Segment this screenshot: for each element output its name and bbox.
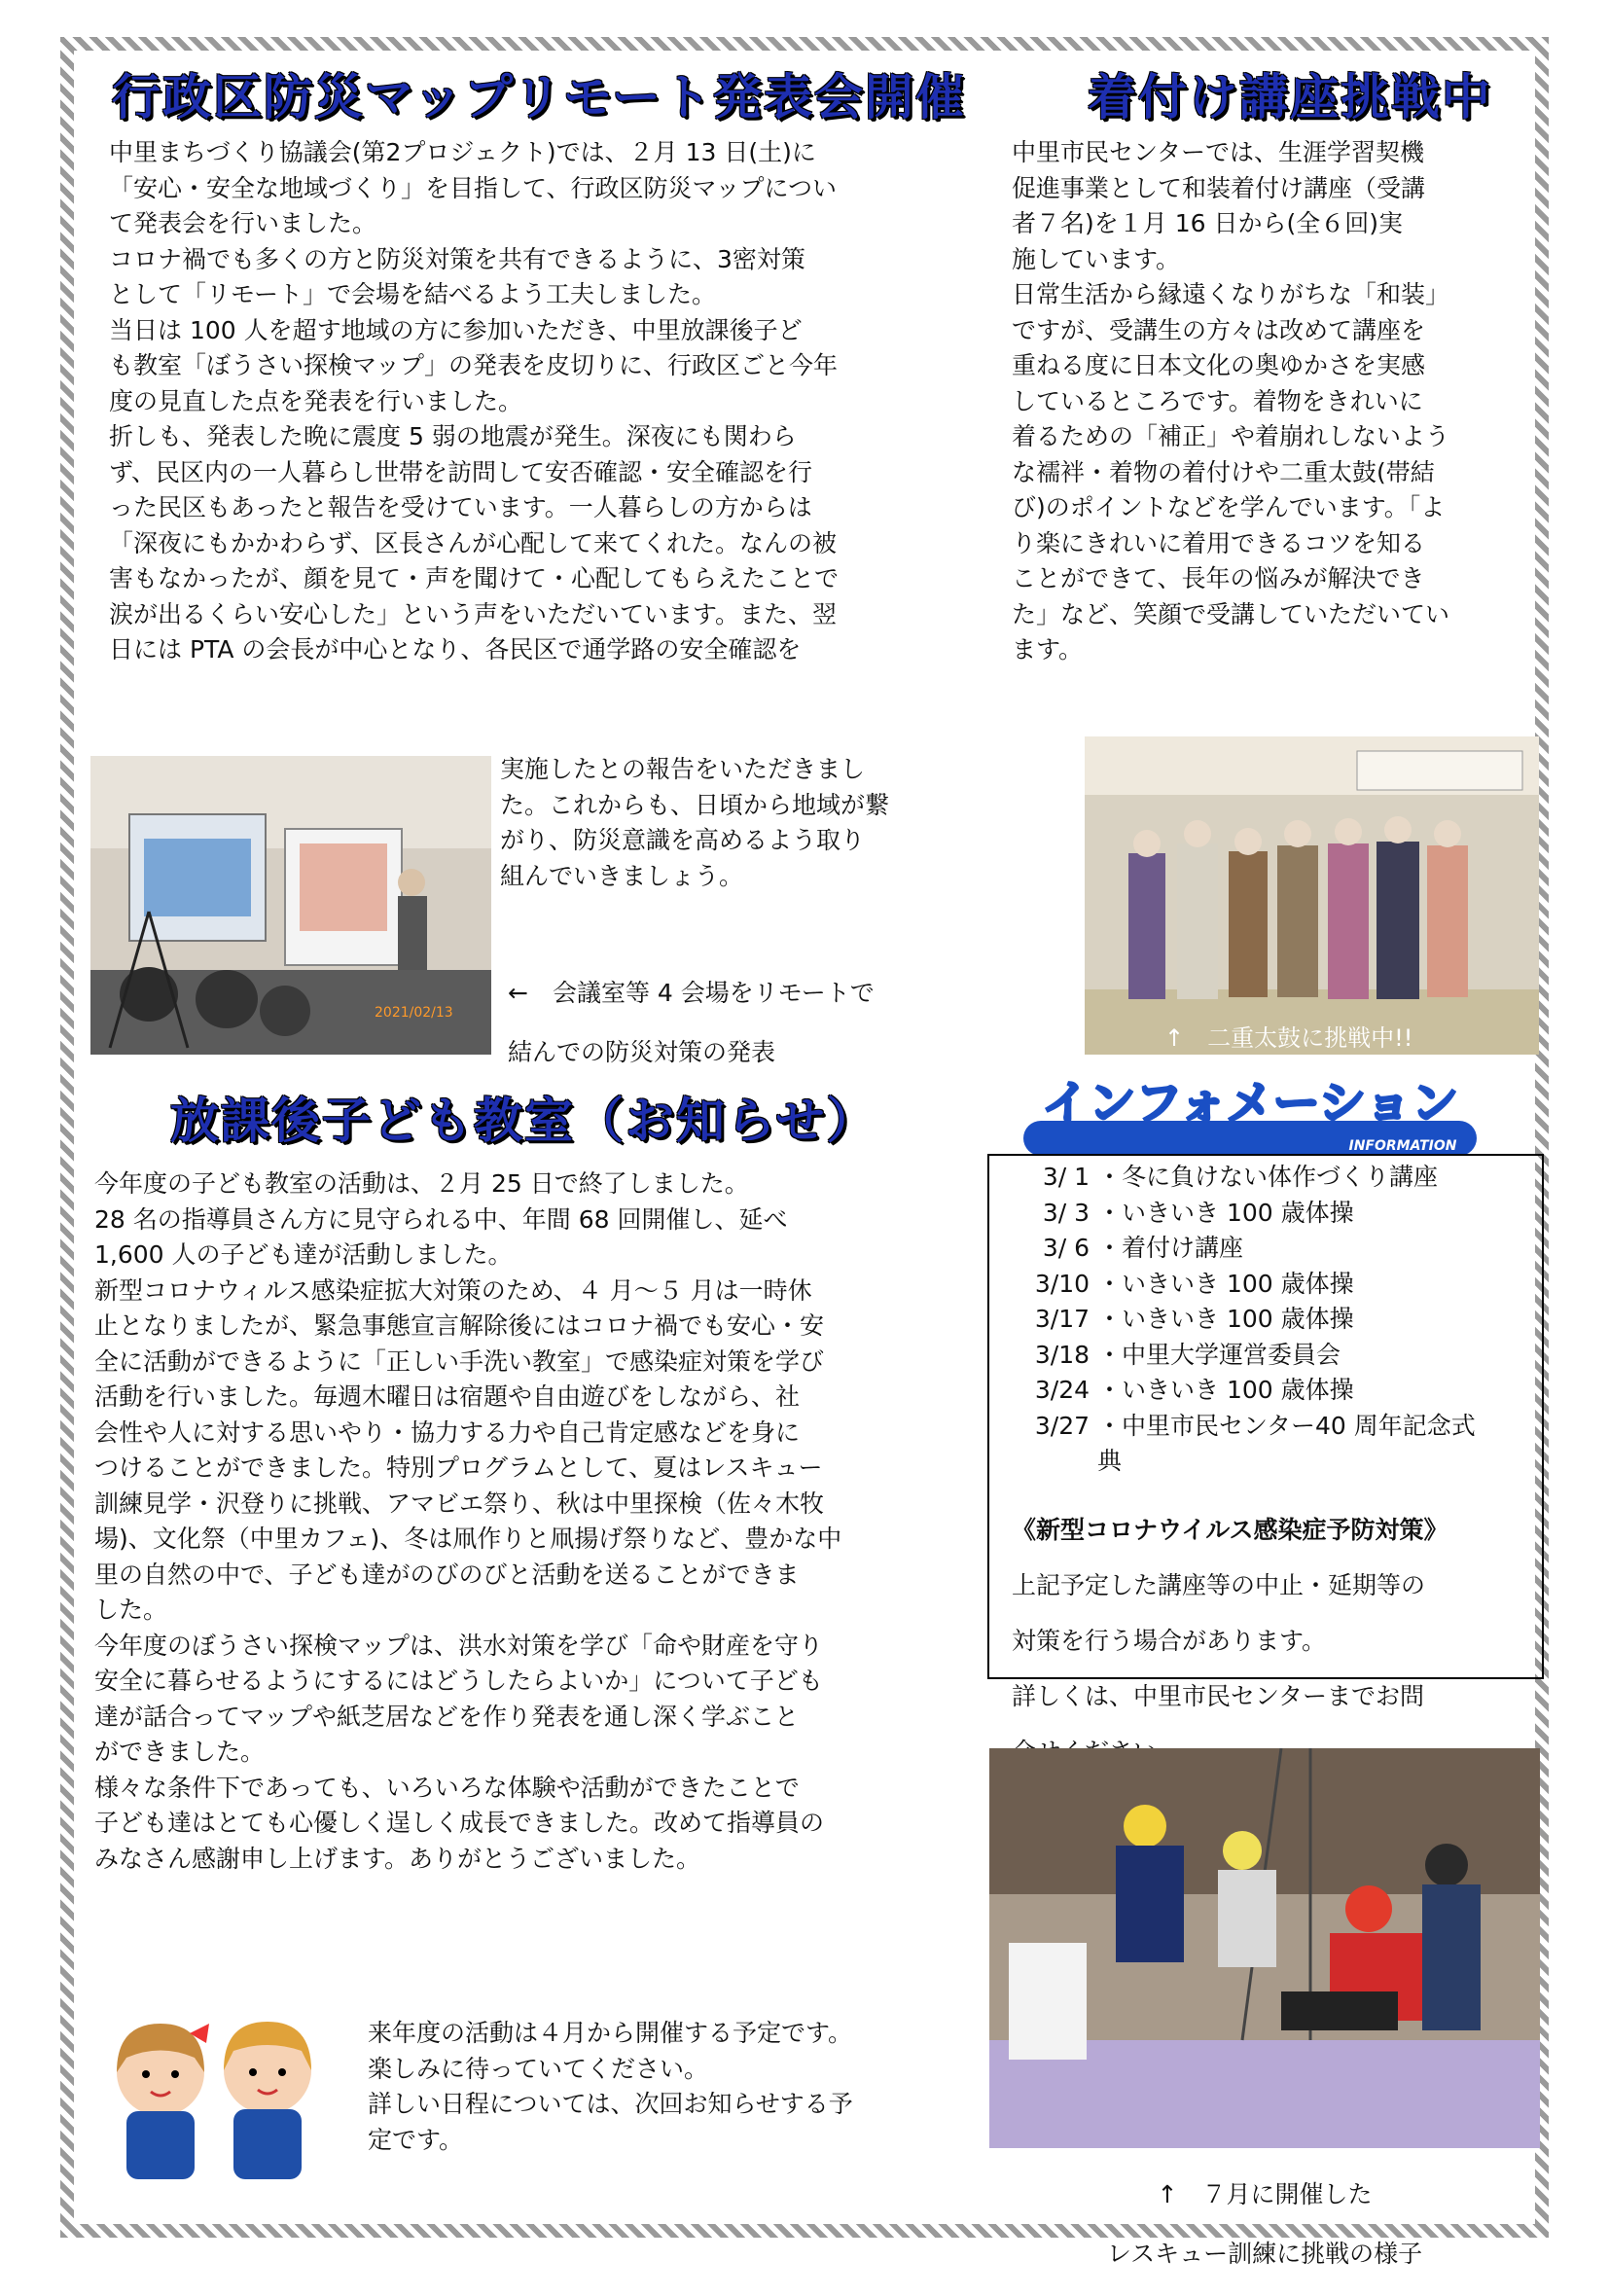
article1-line: 折しも、発表した晩に震度 5 弱の地震が発生。深夜にも関わら (109, 422, 797, 450)
article1-line: として「リモート」で会場を結べるよう工夫しました。 (109, 280, 717, 308)
caption-line: ← 会議室等 4 会場をリモートで (508, 979, 875, 1007)
article3-line: 活動を行いました。毎週木曜日は宿題や自由遊びをしながら、社 (94, 1382, 801, 1411)
schedule-item (1012, 1338, 1496, 1374)
article3-next-line: 定です。 (368, 2125, 464, 2154)
article1-line: ず、民区内の一人暮らし世帯を訪問して安否確認・安全確認を行 (109, 457, 813, 486)
article3-line: 新型コロナウィルス感染症拡大対策のため、４ 月～５ 月は一時休 (94, 1275, 812, 1305)
article2-line: 促進事業として和装着付け講座（受講 (1012, 173, 1426, 202)
remote-meeting-caption (508, 951, 965, 1094)
article1-line: った民区もあったと報告を受けています。一人暮らしの方からは (109, 493, 812, 521)
information-logo (1014, 1078, 1486, 1162)
rescue-caption (989, 2153, 1540, 2296)
schedule-event: ・いきいき 100 歳体操 (1097, 1198, 1354, 1227)
article2-line: 日常生活から縁遠くなりがちな「和装」 (1012, 280, 1450, 308)
schedule-item (1012, 1160, 1496, 1196)
article1-line: た。これからも、日頃から地域が繋 (500, 790, 890, 819)
schedule-date: 3/ 3 (1042, 1198, 1090, 1227)
article3-line: 全に活動ができるように「正しい手洗い教室」で感染症対策を学び (94, 1346, 825, 1376)
information-logo-icon (1014, 1078, 1486, 1162)
schedule-list (1012, 1160, 1496, 1480)
article3-line: 様々な条件下であっても、いろいろな体験や活動ができたことで (94, 1773, 800, 1802)
article1-line: 「安心・安全な地域づくり」を目指して、行政区防災マップについ (109, 173, 838, 202)
article2-title: 着付け講座挑戦中 (1088, 69, 1492, 126)
article3-line: 子ども達はとても心優しく逞しく成長できました。改めて指導員の (94, 1809, 825, 1837)
article3-line: 会性や人に対する思いやり・協力する力や自己肯定感などを身に (94, 1417, 801, 1447)
article2-line: た」など、笑顔で受講していただいてい (1012, 599, 1450, 628)
article2-line: り楽にきれいに着用できるコツを知る (1012, 528, 1426, 557)
article3-line: 今年度のぼうさい探検マップは、洪水対策を学び「命や財産を守り (94, 1631, 824, 1660)
article1-body (109, 135, 965, 668)
article2-line: な襦袢・着物の着付けや二重太鼓(帯結 (1012, 457, 1435, 486)
schedule-date: 3/17 (1034, 1305, 1090, 1333)
article2-line: しているところです。着物をきれいに (1012, 386, 1423, 415)
article3-line: 安全に暮らせるようにするにはどうしたらよいか」について子ども (94, 1667, 823, 1695)
schedule-event: ・いきいき 100 歳体操 (1097, 1305, 1354, 1333)
article2-line: 着るための「補正」や着崩れしないよう (1012, 422, 1450, 450)
information-logo-text: インフォメーション (1042, 1078, 1458, 1130)
schedule-event: ・着付け講座 (1097, 1234, 1244, 1262)
article2-line: 施しています。 (1012, 244, 1181, 273)
article1-line: て発表会を行いました。 (109, 209, 377, 237)
article1-body-right (500, 752, 957, 894)
article2-line: び)のポイントなどを学んでいます。「よ (1012, 493, 1446, 521)
article1-line: 「深夜にもかかわらず、区長さんが心配して来てくれた。なんの被 (109, 528, 838, 557)
article3-next-line: 来年度の活動は４月から開催する予定です。 (368, 2019, 853, 2047)
article3-line: 1,600 人の子ども達が活動しました。 (94, 1240, 513, 1269)
schedule-date: 3/10 (1034, 1269, 1090, 1298)
article1-line: 日には PTA の会長が中心となり、各民区で通学路の安全確認を (109, 635, 802, 664)
schedule-item (1012, 1409, 1496, 1480)
article3-line: 止となりましたが、緊急事態宣言解除後にはコロナ禍でも安心・安 (94, 1311, 825, 1340)
schedule-item (1012, 1373, 1496, 1409)
schedule-event: ・いきいき 100 歳体操 (1097, 1376, 1354, 1404)
covid-line: 対策を行う場合があります。 (1012, 1627, 1327, 1655)
schedule-item (1012, 1196, 1496, 1232)
kids-illustration (88, 2004, 340, 2189)
article2-line: ですが、受講生の方々は改めて講座を (1012, 315, 1426, 344)
schedule-date: 3/ 1 (1042, 1163, 1090, 1191)
covid-notice-title: 《新型コロナウイルス感染症予防対策》 (1012, 1516, 1448, 1544)
schedule-item (1012, 1267, 1496, 1303)
article2-line: ます。 (1012, 635, 1084, 664)
article3-line: つけることができました。特別プログラムとして、夏はレスキュー (94, 1453, 823, 1482)
article3-line: みなさん感謝申し上げます。ありがとうございました。 (94, 1844, 701, 1873)
schedule-date: 3/18 (1034, 1340, 1090, 1369)
article3-line: 達が話合ってマップや紙芝居などを作り発表を通し深く学ぶこと (94, 1702, 800, 1731)
article3-body (94, 1166, 970, 1877)
article1-line: 涙が出るくらい安心した」という声をいただいています。また、翌 (109, 599, 838, 628)
kimono-class-photo (1085, 736, 1539, 1055)
schedule-date: 3/ 6 (1042, 1234, 1090, 1262)
article3-title: 放課後子ども教室（お知らせ） (170, 1093, 877, 1149)
schedule-item (1012, 1231, 1496, 1267)
photo-date-stamp: 2021/02/13 (375, 1005, 453, 1021)
article3-line: 訓練見学・沢登りに挑戦、アマビエ祭り、秋は中里探検（佐々木牧 (94, 1489, 825, 1518)
article1-line: 組んでいきましょう。 (500, 861, 744, 890)
article1-line: も教室「ぼうさい探検マップ」の発表を皮切りに、行政区ごと今年 (109, 351, 839, 379)
schedule-date: 3/27 (1034, 1411, 1090, 1440)
covid-line: 上記予定した講座等の中止・延期等の (1012, 1571, 1426, 1599)
kimono-class-illustration (1085, 736, 1539, 1055)
article2-line: 中里市民センターでは、生涯学習契機 (1012, 138, 1425, 166)
article1-line: 当日は 100 人を超す地域の方に参加いただき、中里放課後子ど (109, 315, 803, 344)
rescue-training-photo (989, 1748, 1540, 2148)
kids-icon (88, 2004, 340, 2189)
article1-line: 害もなかったが、顔を見て・声を聞けて・心配してもらえたことで (109, 564, 840, 592)
kimono-photo-caption: ↑ 二重太鼓に挑戦中!! (1164, 1024, 1413, 1052)
schedule-event: ・冬に負けない体作づくり講座 (1097, 1163, 1439, 1191)
article3-next-line: 楽しみに待っていてください。 (368, 2054, 709, 2083)
schedule-item (1012, 1302, 1496, 1338)
schedule-event: ・いきいき 100 歳体操 (1097, 1269, 1354, 1298)
rescue-training-illustration (989, 1748, 1540, 2148)
article1-title: 行政区防災マップリモート発表会開催 (112, 69, 966, 126)
schedule-event: ・中里市民センター40 周年記念式典 (1097, 1411, 1476, 1475)
caption-line: レスキュー訓練に挑戦の様子 (1106, 2240, 1423, 2268)
article1-line: コロナ禍でも多くの方と防災対策を共有できるように、3密対策 (109, 244, 805, 273)
article3-line: 28 名の指導員さん方に見守られる中、年間 68 回開催し、延べ (94, 1204, 788, 1234)
article3-line: した。 (94, 1596, 168, 1624)
article2-body (1012, 135, 1537, 668)
article1-line: 実施したとの報告をいただきまし (500, 755, 866, 783)
article3-line: 今年度の子ども教室の活動は、２月 25 日で終了しました。 (94, 1169, 749, 1198)
article3-line: 場)、文化祭（中里カフェ)、冬は凧作りと凧揚げ祭りなど、豊かな中 (94, 1525, 842, 1553)
remote-meeting-photo (90, 756, 491, 1055)
article1-line: 度の見直した点を発表を行いました。 (109, 386, 523, 415)
article2-line: 重ねる度に日本文化の奥ゆかさを実感 (1012, 351, 1426, 379)
article1-line: 中里まちづくり協議会(第2プロジェクト)では、２月 13 日(土)に (109, 138, 816, 166)
article3-next-year (368, 2016, 961, 2158)
article3-line: ができました。 (94, 1738, 266, 1766)
caption-line: ↑ ７月に開催した (1157, 2180, 1373, 2208)
caption-line: 結んでの防災対策の発表 (508, 1038, 776, 1066)
schedule-event: ・中里大学運営委員会 (1097, 1340, 1341, 1369)
article1-line: がり、防災意識を高めるよう取り (500, 826, 866, 854)
article2-line: ことができて、長年の悩みが解決でき (1012, 564, 1425, 592)
article3-next-line: 詳しい日程については、次回お知らせする予 (368, 2090, 853, 2118)
article3-line: 里の自然の中で、子ども達がのびのびと活動を送ることができま (94, 1560, 800, 1589)
schedule-date: 3/24 (1034, 1376, 1090, 1404)
information-logo-sub: INFORMATION (1348, 1138, 1457, 1154)
article2-line: 者７名)を１月 16 日から(全６回)実 (1012, 209, 1403, 237)
covid-line: 詳しくは、中里市民センターまでお問 (1012, 1682, 1425, 1710)
